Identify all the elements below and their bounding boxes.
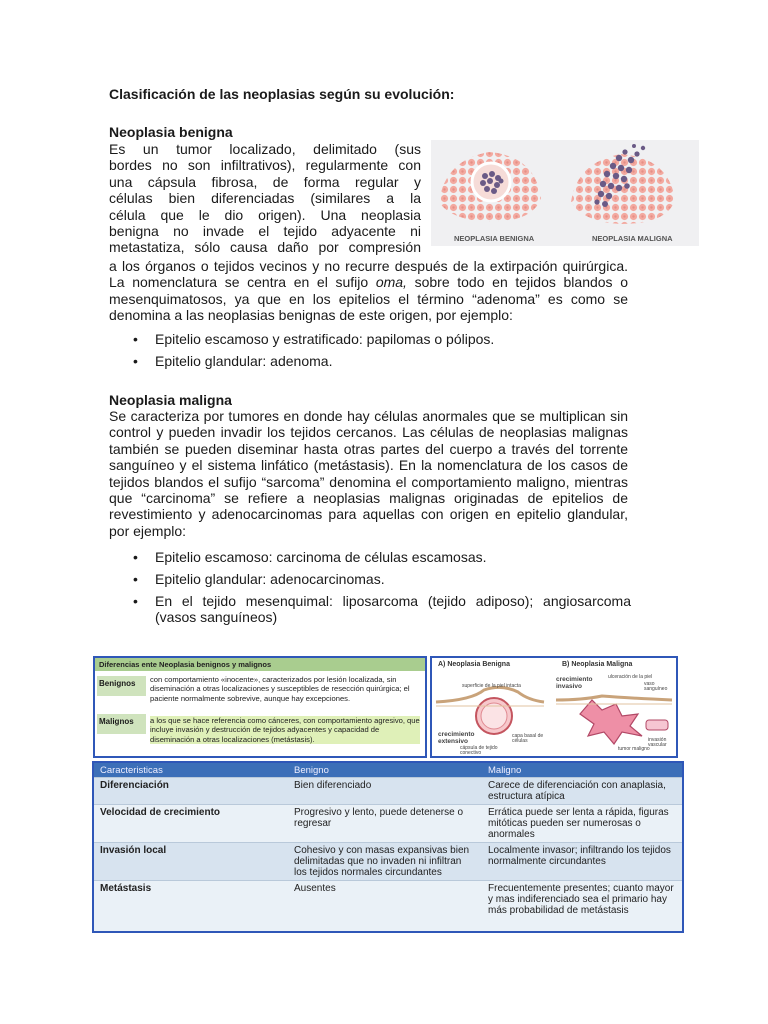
malignant-paragraph: Se caracteriza por tumores en donde hay células anormales que se multiplican sin control y pueden invadir los tejidos cercanos. Las células de neoplasias malignas también se pueden diseminar hasta otras partes del cuerpo a través del torrente sanguíneo y el sistema linfático (metástasis). En la nomenclatura de los casos de tejidos blandos el sufijo “sarcoma” denomina el comportamiento maligno, mientras que “carcinoma” se refiere a neoplasias malignas originadas de epitelios de revestimiento y adenocarcinomas para aquellas con origen en epitelio glandular, por ejemplo: <box>109 408 628 539</box>
table-row <box>94 843 682 881</box>
table-cell: Diferenciación <box>94 778 288 805</box>
label-tumor: tumor maligno <box>618 746 650 752</box>
benign-text-b: sobre todo en tejidos blandos o mesenquimatosos, ya que en los epitelios el término “adenoma” es como se denomina a las neoplasias benignas de este origen, por ejemplo: <box>109 274 628 324</box>
column-header: Benigno <box>288 763 482 778</box>
benign-line: células bien diferenciadas (similares a la <box>109 190 421 207</box>
list-item: • En el tejido mesenquimal: liposarcoma (tejido adiposo); angiosarcoma (vasos sanguíneos) <box>131 593 631 625</box>
malignant-tissue <box>571 154 675 224</box>
list-item: • Epitelio glandular: adenoma. <box>131 353 631 369</box>
malignant-examples-list <box>131 549 631 631</box>
benign-paragraph-wide <box>109 258 628 324</box>
neoplasia-illustration <box>431 140 699 246</box>
table-cell: Progresivo y lento, puede detenerse o regresar <box>288 805 482 843</box>
label-layer: capa basal de células <box>512 733 544 744</box>
benign-line: una cápsula fibrosa, de forma regular y <box>109 173 421 190</box>
benign-label: Benignos <box>97 676 146 696</box>
benign-examples-list <box>131 331 631 375</box>
table-cell: Ausentes <box>288 881 482 919</box>
benign-line: metastatiza, sólo causa daño por compresión <box>109 239 421 256</box>
caption-malignant: B) Neoplasia Maligna <box>562 661 633 668</box>
table-cell: Errática puede ser lenta a rápida, figuras mitóticas pueden ser numerosas o anormales <box>482 805 682 843</box>
label-invasive: crecimiento invasivo <box>556 676 593 690</box>
table-cell: Bien diferenciado <box>288 778 482 805</box>
table-cell: Velocidad de crecimiento <box>94 805 288 843</box>
column-header: Maligno <box>482 763 682 778</box>
table-row <box>94 778 682 805</box>
table-cell: Frecuentemente presentes; cuanto mayor y mas indiferenciado sea el primario hay más probabilidad de metástasis <box>482 881 682 919</box>
table-cell: Metástasis <box>94 881 288 919</box>
label-ulcer: ulceración de la piel <box>608 674 653 680</box>
caption-benign: A) Neoplasia Benigna <box>438 661 510 668</box>
label-benign: NEOPLASIA BENIGNA <box>454 234 535 243</box>
list-item: • Epitelio escamoso: carcinoma de células escamosas. <box>131 549 631 565</box>
malignant-tumor <box>580 700 642 744</box>
label-growth: crecimiento extensivo <box>438 731 475 745</box>
table-cell: Cohesivo y con masas expansivas bien delimitadas que no invaden ni infiltran los tejidos normales circundantes <box>288 843 482 881</box>
label-vessel: vaso sanguíneo <box>644 681 668 692</box>
list-item: • Epitelio escamoso y estratificado: papilomas o pólipos. <box>131 331 631 347</box>
benign-line: célula que le dio origen). Una neoplasia <box>109 206 421 223</box>
comparison-table <box>92 761 684 933</box>
table-row <box>94 805 682 843</box>
label-surface: superficie de la piel intacta <box>462 683 521 689</box>
benign-line: Es un tumor localizado, delimitado (sus <box>109 141 421 157</box>
comparison-table-grid <box>94 763 682 918</box>
malign-description: a los que se hace referencia como cánceres, con comportamiento agresivo, que incluye invasión y destrucción de tejidos adyacentes y capacidad de diseminación a otras localizaciones (metástasis). <box>150 716 420 744</box>
benign-description: con comportamiento «inocente», caracterizados por lesión localizada, sin diseminación a otras localizaciones y susceptibles de resección quirúrgica; el paciente normalmente sobrevive, aunque hay excepciones. <box>150 675 410 703</box>
benign-text-suffix: oma, <box>375 274 407 291</box>
blood-vessel <box>646 720 668 730</box>
label-malignant: NEOPLASIA MALIGNA <box>592 234 673 243</box>
malign-label: Malignos <box>97 714 146 734</box>
label-invasion: invasión vascular <box>648 737 667 748</box>
table-header-row <box>94 763 682 778</box>
table-row <box>94 881 682 919</box>
page-title: Clasificación de las neoplasias según su evolución: <box>109 86 455 102</box>
differences-box <box>93 656 427 758</box>
neoplasia-illustration-svg <box>431 140 699 232</box>
benign-line: bordes no son infiltrativos), regularmente con <box>109 157 421 174</box>
table-cell: Invasión local <box>94 843 288 881</box>
table-cell: Localmente invasor; infiltrando los tejidos normalmente circundantes <box>482 843 682 881</box>
benign-paragraph-narrow <box>109 141 421 256</box>
benign-text-a: a los órganos o tejidos vecinos y no recurre después de la extirpación quirúrgica. La nomenclatura se centra en el sufijo <box>109 258 628 291</box>
differences-header: Diferencias ente Neoplasia benignos y malignos <box>95 658 425 671</box>
list-item: • Epitelio glandular: adenocarcinomas. <box>131 571 631 587</box>
benign-heading: Neoplasia benigna <box>109 124 233 140</box>
label-capsule: cápsula de tejido conectivo <box>460 745 498 756</box>
malignant-heading: Neoplasia maligna <box>109 392 232 408</box>
growth-diagram <box>430 656 678 758</box>
column-header: Caracteristicas <box>94 763 288 778</box>
table-cell: Carece de diferenciación con anaplasia, estructura atípica <box>482 778 682 805</box>
benign-line: benigna no invade el tejido adyacente ni <box>109 223 421 240</box>
